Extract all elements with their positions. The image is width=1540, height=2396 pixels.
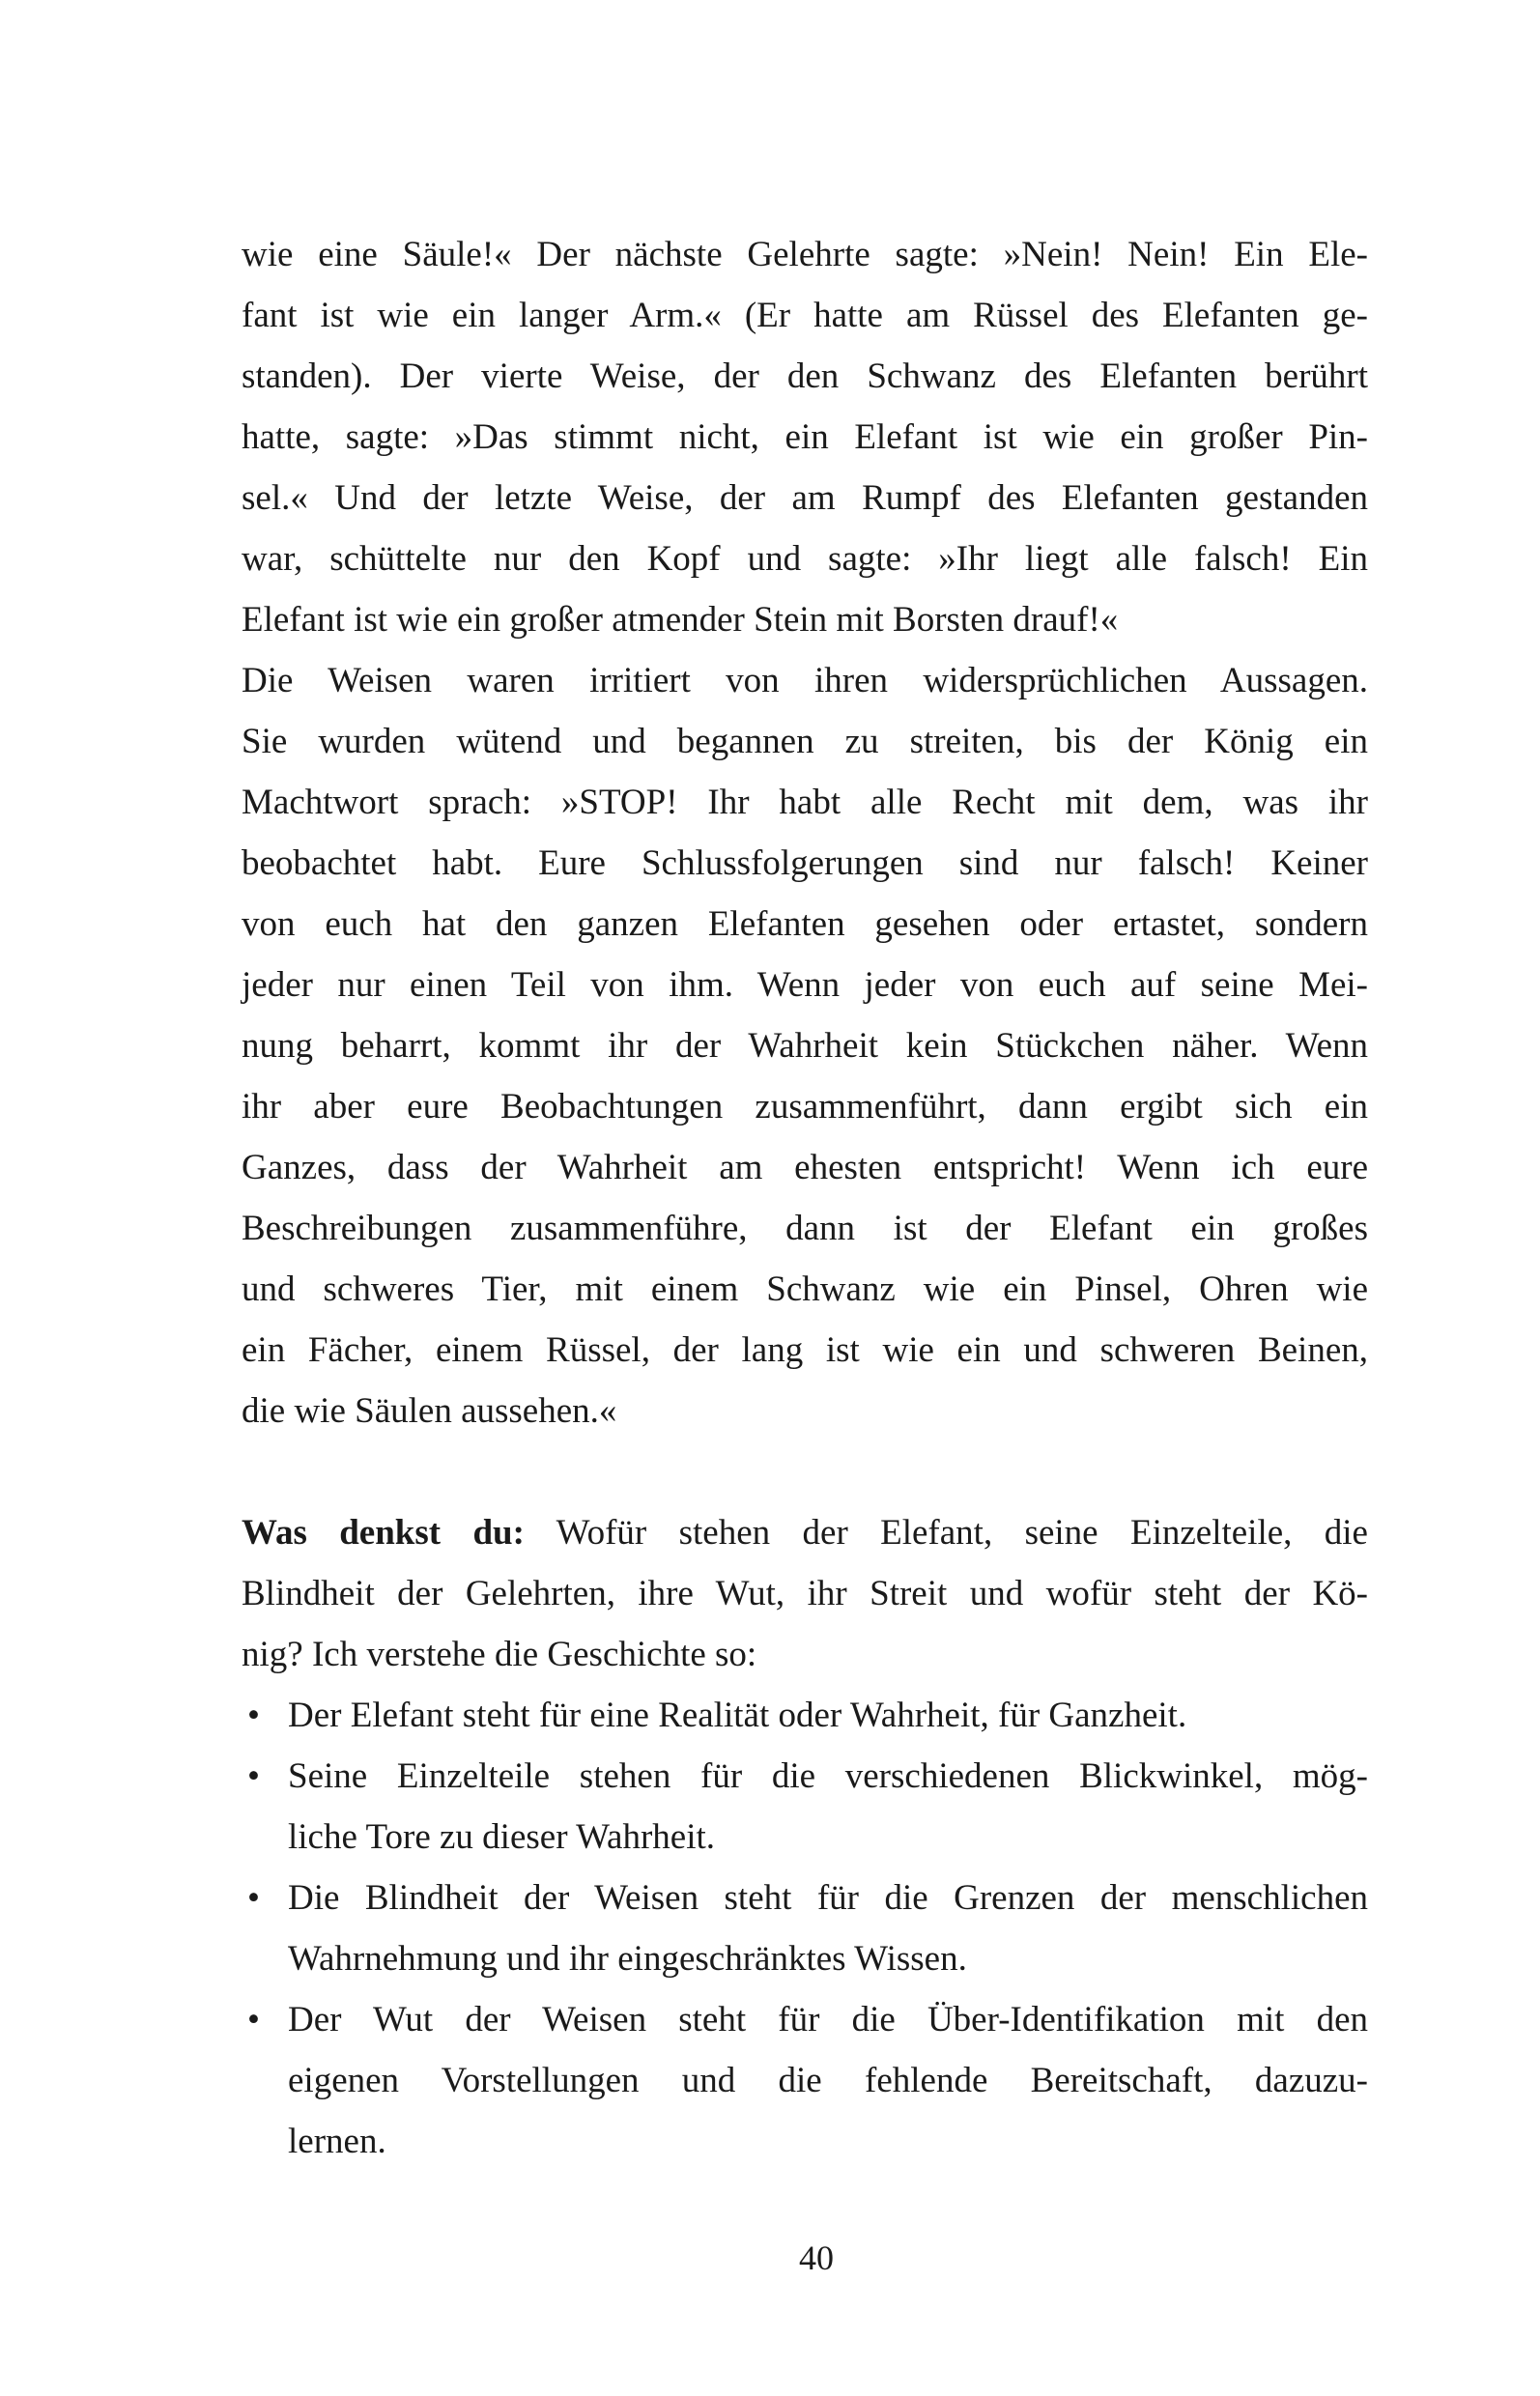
text-line: Sie wurden wütend und begannen zu streiten, bis der König ein bbox=[242, 722, 1368, 761]
bullet-list bbox=[242, 1685, 1368, 2172]
text-span: Wofür stehen der Elefant, seine Einzelteile, die bbox=[524, 1513, 1368, 1553]
bullet-icon: • bbox=[247, 1756, 260, 1796]
text-line bbox=[242, 1502, 1368, 1563]
text-line: und schweres Tier, mit einem Schwanz wie ein Pinsel, Ohren wie bbox=[242, 1269, 1368, 1309]
text-line: Wahrnehmung und ihr eingeschränktes Wissen. bbox=[288, 1939, 967, 1979]
text-line: lernen. bbox=[288, 2122, 386, 2161]
list-item bbox=[242, 1868, 1368, 1989]
text-line: Der Wut der Weisen steht für die Über-Identifikation mit den bbox=[288, 2000, 1368, 2039]
paragraph-story-1 bbox=[242, 224, 1368, 650]
text-line: von euch hat den ganzen Elefanten gesehen oder ertastet, sondern bbox=[242, 904, 1368, 944]
text-line: Ganzes, dass der Wahrheit am ehesten entspricht! Wenn ich eure bbox=[242, 1148, 1368, 1187]
text-line: Seine Einzelteile stehen für die verschiedenen Blickwinkel, mög- bbox=[288, 1756, 1368, 1796]
text-line: Blindheit der Gelehrten, ihre Wut, ihr Streit und wofür steht der Kö- bbox=[242, 1574, 1368, 1613]
list-item bbox=[242, 1989, 1368, 2172]
text-line: die wie Säulen aussehen.« bbox=[242, 1391, 617, 1431]
text-line: sel.« Und der letzte Weise, der am Rumpf des Elefanten gestanden bbox=[242, 478, 1368, 518]
question-lead: Was denkst du: bbox=[242, 1513, 525, 1553]
text-line: Der Elefant steht für eine Realität oder Wahrheit, für Ganzheit. bbox=[288, 1696, 1187, 1735]
text-line: Beschreibungen zusammenführe, dann ist der Elefant ein großes bbox=[242, 1209, 1368, 1248]
text-line: nung beharrt, kommt ihr der Wahrheit kein Stückchen näher. Wenn bbox=[242, 1026, 1368, 1066]
text-line: Elefant ist wie ein großer atmender Stein mit Borsten drauf!« bbox=[242, 600, 1119, 640]
text-line: beobachtet habt. Eure Schlussfolgerungen sind nur falsch! Keiner bbox=[242, 843, 1368, 883]
text-line: hatte, sagte: »Das stimmt nicht, ein Elefant ist wie ein großer Pin- bbox=[242, 417, 1368, 457]
page-number: 40 bbox=[799, 2239, 834, 2277]
text-line: nig? Ich verstehe die Geschichte so: bbox=[242, 1635, 757, 1674]
paragraph-question bbox=[242, 1502, 1368, 1685]
text-line: ihr aber eure Beobachtungen zusammenführt, dann ergibt sich ein bbox=[242, 1087, 1368, 1127]
text-line: Machtwort sprach: »STOP! Ihr habt alle Recht mit dem, was ihr bbox=[242, 783, 1368, 822]
bullet-icon: • bbox=[247, 2000, 260, 2039]
text-line: fant ist wie ein langer Arm.« (Er hatte am Rüssel des Elefanten ge- bbox=[242, 296, 1368, 335]
paragraph-story-2 bbox=[242, 650, 1368, 1441]
page-body bbox=[242, 224, 1368, 2172]
text-line: eigenen Vorstellungen und die fehlende Bereitschaft, dazuzu- bbox=[288, 2061, 1368, 2100]
text-line: wie eine Säule!« Der nächste Gelehrte sagte: »Nein! Nein! Ein Ele- bbox=[242, 235, 1368, 274]
text-line: standen). Der vierte Weise, der den Schwanz des Elefanten berührt bbox=[242, 357, 1368, 396]
text-line: jeder nur einen Teil von ihm. Wenn jeder von euch auf seine Mei- bbox=[242, 965, 1368, 1005]
list-item bbox=[242, 1685, 1368, 1746]
bullet-icon: • bbox=[247, 1878, 260, 1918]
text-line: Die Blindheit der Weisen steht für die Grenzen der menschlichen bbox=[288, 1878, 1368, 1918]
text-line: war, schüttelte nur den Kopf und sagte: »Ihr liegt alle falsch! Ein bbox=[242, 539, 1368, 579]
text-line: liche Tore zu dieser Wahrheit. bbox=[288, 1817, 716, 1857]
text-line: ein Fächer, einem Rüssel, der lang ist wie ein und schweren Beinen, bbox=[242, 1330, 1368, 1370]
bullet-icon: • bbox=[247, 1696, 260, 1735]
text-line: Die Weisen waren irritiert von ihren widersprüchlichen Aussagen. bbox=[242, 661, 1368, 700]
list-item bbox=[242, 1746, 1368, 1868]
